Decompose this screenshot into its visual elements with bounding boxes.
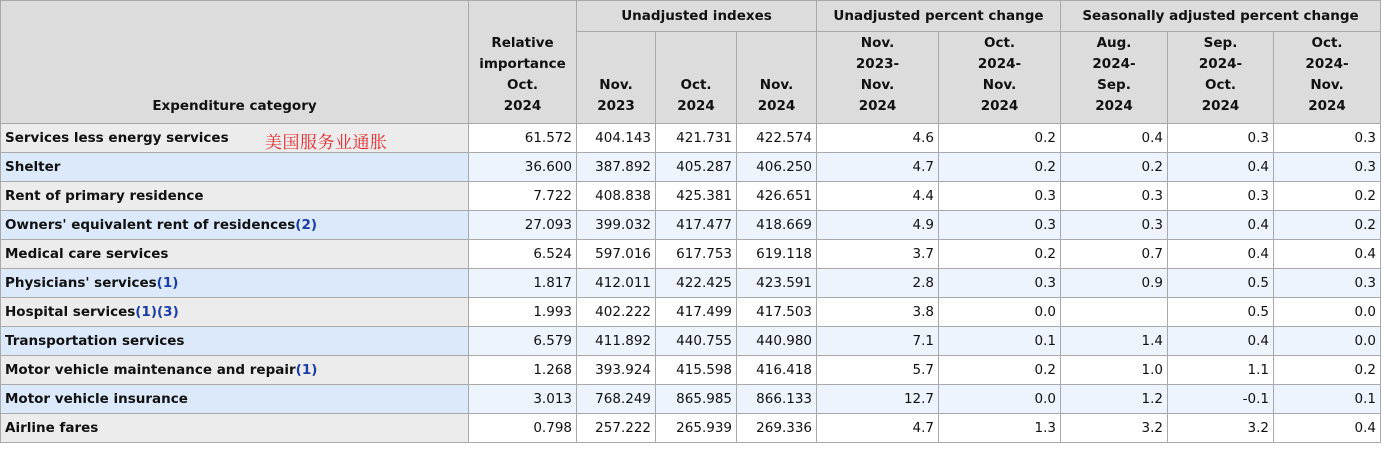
value-cell: 1.2 xyxy=(1061,385,1168,414)
table-row xyxy=(1,298,1381,327)
footnote-link[interactable]: (1) xyxy=(156,275,179,291)
row-category-cell xyxy=(1,182,469,211)
value-cell: 1.817 xyxy=(469,269,577,298)
row-label: Airline fares xyxy=(5,420,99,436)
row-category-cell xyxy=(1,153,469,182)
unadjusted-percent-change-header: Unadjusted percent change xyxy=(817,1,1061,32)
unadjusted-indexes-header: Unadjusted indexes xyxy=(577,1,817,32)
value-cell: 0.0 xyxy=(939,298,1061,327)
row-label: Motor vehicle insurance xyxy=(5,391,188,407)
value-cell: 7.722 xyxy=(469,182,577,211)
value-cell: 4.7 xyxy=(817,153,939,182)
value-cell: 0.2 xyxy=(939,240,1061,269)
value-cell: 422.574 xyxy=(737,124,817,153)
value-cell: 3.8 xyxy=(817,298,939,327)
value-cell: 5.7 xyxy=(817,356,939,385)
value-cell: 393.924 xyxy=(577,356,656,385)
value-cell: 417.503 xyxy=(737,298,817,327)
value-cell: 0.4 xyxy=(1168,327,1274,356)
value-cell: 3.7 xyxy=(817,240,939,269)
value-cell: 0.0 xyxy=(1274,298,1381,327)
value-cell: 1.993 xyxy=(469,298,577,327)
footnote-link[interactable]: (1) xyxy=(135,304,157,320)
row-label: Owners' equivalent rent of residences xyxy=(5,217,296,233)
footnote-link[interactable]: (3) xyxy=(157,304,179,320)
value-cell: 0.2 xyxy=(939,356,1061,385)
value-cell: 0.4 xyxy=(1061,124,1168,153)
value-cell: 1.1 xyxy=(1168,356,1274,385)
value-cell: 269.336 xyxy=(737,414,817,443)
col-header-nov-2023: Nov. 2023 xyxy=(577,32,656,124)
value-cell: 4.9 xyxy=(817,211,939,240)
value-cell: 0.4 xyxy=(1274,414,1381,443)
row-category-cell xyxy=(1,356,469,385)
value-cell: 1.3 xyxy=(939,414,1061,443)
value-cell: 36.600 xyxy=(469,153,577,182)
value-cell: 27.093 xyxy=(469,211,577,240)
table-row xyxy=(1,327,1381,356)
row-label: Motor vehicle maintenance and repair xyxy=(5,362,296,378)
value-cell: 0.5 xyxy=(1168,269,1274,298)
table-row xyxy=(1,414,1381,443)
value-cell: 417.499 xyxy=(656,298,737,327)
value-cell: 3.2 xyxy=(1168,414,1274,443)
value-cell: 2.8 xyxy=(817,269,939,298)
value-cell: 0.5 xyxy=(1168,298,1274,327)
value-cell: 1.4 xyxy=(1061,327,1168,356)
value-cell: 0.0 xyxy=(1274,327,1381,356)
value-cell: -0.1 xyxy=(1168,385,1274,414)
row-category-cell xyxy=(1,211,469,240)
value-cell: 4.4 xyxy=(817,182,939,211)
value-cell: 0.2 xyxy=(1274,356,1381,385)
table-row xyxy=(1,211,1381,240)
row-category-cell xyxy=(1,414,469,443)
value-cell: 0.2 xyxy=(1274,182,1381,211)
value-cell: 865.985 xyxy=(656,385,737,414)
value-cell: 0.3 xyxy=(1274,124,1381,153)
col-header-nov2023-nov2024: Nov. 2023- Nov. 2024 xyxy=(817,32,939,124)
row-category-cell xyxy=(1,327,469,356)
row-label: Rent of primary residence xyxy=(5,188,204,204)
table-row xyxy=(1,240,1381,269)
row-category-cell xyxy=(1,269,469,298)
value-cell: 404.143 xyxy=(577,124,656,153)
value-cell: 265.939 xyxy=(656,414,737,443)
value-cell: 0.2 xyxy=(939,124,1061,153)
value-cell: 440.980 xyxy=(737,327,817,356)
value-cell: 0.3 xyxy=(1168,182,1274,211)
value-cell: 0.4 xyxy=(1168,153,1274,182)
value-cell: 0.4 xyxy=(1168,240,1274,269)
table-row xyxy=(1,182,1381,211)
value-cell: 387.892 xyxy=(577,153,656,182)
value-cell: 411.892 xyxy=(577,327,656,356)
value-cell: 617.753 xyxy=(656,240,737,269)
seasonally-adjusted-percent-change-header: Seasonally adjusted percent change xyxy=(1061,1,1381,32)
value-cell: 422.425 xyxy=(656,269,737,298)
relative-importance-header: Relative importance Oct. 2024 xyxy=(469,1,577,124)
chinese-annotation: 美国服务业通胀 xyxy=(265,133,388,153)
col-header-nov-2024: Nov. 2024 xyxy=(737,32,817,124)
value-cell: 399.032 xyxy=(577,211,656,240)
value-cell: 597.016 xyxy=(577,240,656,269)
value-cell: 416.418 xyxy=(737,356,817,385)
value-cell: 0.3 xyxy=(1274,153,1381,182)
row-category-cell xyxy=(1,385,469,414)
value-cell: 4.7 xyxy=(817,414,939,443)
value-cell: 0.7 xyxy=(1061,240,1168,269)
col-header-aug2024-sep2024: Aug. 2024- Sep. 2024 xyxy=(1061,32,1168,124)
row-category-cell xyxy=(1,298,469,327)
value-cell: 3.2 xyxy=(1061,414,1168,443)
row-label: Medical care services xyxy=(5,246,169,262)
value-cell: 12.7 xyxy=(817,385,939,414)
value-cell: 0.3 xyxy=(1061,211,1168,240)
value-cell: 418.669 xyxy=(737,211,817,240)
value-cell: 423.591 xyxy=(737,269,817,298)
value-cell: 426.651 xyxy=(737,182,817,211)
row-label: Services less energy services xyxy=(5,130,229,146)
value-cell: 257.222 xyxy=(577,414,656,443)
table-row xyxy=(1,153,1381,182)
value-cell: 0.3 xyxy=(939,269,1061,298)
value-cell: 0.3 xyxy=(1168,124,1274,153)
value-cell: 0.4 xyxy=(1274,240,1381,269)
value-cell: 619.118 xyxy=(737,240,817,269)
value-cell: 408.838 xyxy=(577,182,656,211)
value-cell: 0.3 xyxy=(939,211,1061,240)
row-category-cell xyxy=(1,124,469,153)
value-cell: 440.755 xyxy=(656,327,737,356)
value-cell: 866.133 xyxy=(737,385,817,414)
table-row xyxy=(1,124,1381,153)
col-header-oct2024-nov2024: Oct. 2024- Nov. 2024 xyxy=(939,32,1061,124)
value-cell: 768.249 xyxy=(577,385,656,414)
value-cell: 1.0 xyxy=(1061,356,1168,385)
value-cell: 402.222 xyxy=(577,298,656,327)
value-cell: 7.1 xyxy=(817,327,939,356)
value-cell: 61.572 xyxy=(469,124,577,153)
expenditure-category-header: Expenditure category xyxy=(1,1,469,124)
value-cell: 406.250 xyxy=(737,153,817,182)
value-cell: 425.381 xyxy=(656,182,737,211)
value-cell: 0.3 xyxy=(1274,269,1381,298)
col-header-oct-2024: Oct. 2024 xyxy=(656,32,737,124)
footnote-link[interactable]: (2) xyxy=(295,217,318,233)
row-label: Physicians' services xyxy=(5,275,157,291)
value-cell: 0.2 xyxy=(1274,211,1381,240)
value-cell: 421.731 xyxy=(656,124,737,153)
value-cell: 417.477 xyxy=(656,211,737,240)
col-header-oct2024-nov2024-sa: Oct. 2024- Nov. 2024 xyxy=(1274,32,1381,124)
value-cell: 0.798 xyxy=(469,414,577,443)
value-cell: 0.2 xyxy=(1061,153,1168,182)
row-label: Transportation services xyxy=(5,333,185,349)
value-cell: 1.268 xyxy=(469,356,577,385)
row-label: Hospital services xyxy=(5,304,136,320)
col-header-sep2024-oct2024: Sep. 2024- Oct. 2024 xyxy=(1168,32,1274,124)
value-cell: 4.6 xyxy=(817,124,939,153)
value-cell: 0.4 xyxy=(1168,211,1274,240)
value-cell: 6.579 xyxy=(469,327,577,356)
value-cell: 0.3 xyxy=(939,182,1061,211)
value-cell: 3.013 xyxy=(469,385,577,414)
table-row xyxy=(1,356,1381,385)
value-cell: 6.524 xyxy=(469,240,577,269)
value-cell: 0.9 xyxy=(1061,269,1168,298)
value-cell: 415.598 xyxy=(656,356,737,385)
footnote-link[interactable]: (1) xyxy=(295,362,318,378)
row-label: Shelter xyxy=(5,159,61,175)
value-cell: 0.2 xyxy=(939,153,1061,182)
value-cell: 412.011 xyxy=(577,269,656,298)
value-cell: 0.0 xyxy=(939,385,1061,414)
table-row xyxy=(1,269,1381,298)
value-cell: 405.287 xyxy=(656,153,737,182)
row-category-cell xyxy=(1,240,469,269)
value-cell: 0.1 xyxy=(939,327,1061,356)
value-cell: 0.1 xyxy=(1274,385,1381,414)
table-row xyxy=(1,385,1381,414)
value-cell: 0.3 xyxy=(1061,182,1168,211)
value-cell xyxy=(1061,298,1168,327)
